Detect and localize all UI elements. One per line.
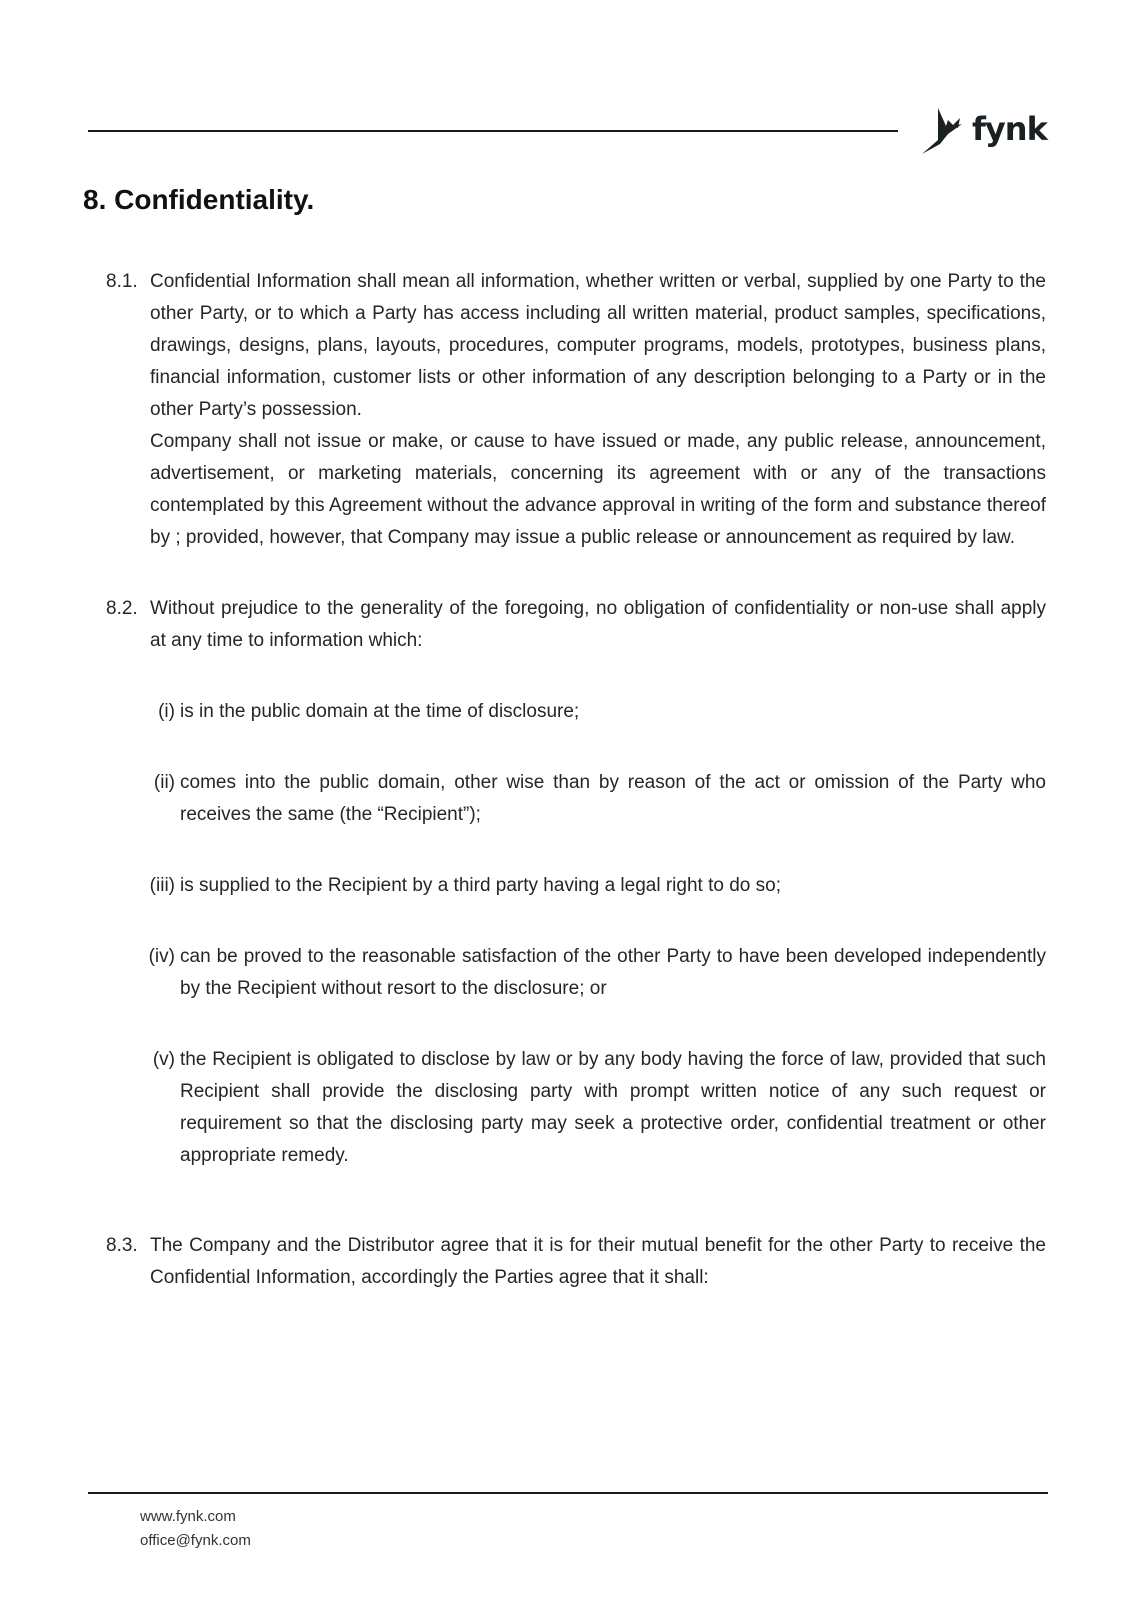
footer-divider xyxy=(88,1492,1048,1494)
list-item-text: can be proved to the reasonable satisfaction of the other Party to have been developed independently by the Recipient without resort to the disclosure; or xyxy=(180,946,1046,999)
footer-website: www.fynk.com xyxy=(140,1508,236,1525)
clause-8-1 xyxy=(106,266,1046,554)
clause-paragraph: Without prejudice to the generality of the foregoing, no obligation of confidentiality or non-use shall apply at any time to information which: xyxy=(150,598,1046,651)
list-item-text: the Recipient is obligated to disclose by law or by any body having the force of law, provided that such Recipient shall provide the disclosing party with prompt written notice of any such request or requirement so that the disclosing party may seek a protective order, confidential treatment or other appropriate remedy. xyxy=(180,1049,1046,1166)
section-title: 8. Confidentiality. xyxy=(83,184,315,215)
document-body xyxy=(0,266,1131,1294)
list-item-number: (iv) xyxy=(148,946,175,967)
footer xyxy=(140,1505,251,1553)
list-item-number: (v) xyxy=(152,1049,175,1070)
fynk-logo xyxy=(918,104,1048,160)
list-item-text: is in the public domain at the time of disclosure; xyxy=(180,701,580,722)
list-item-number: (iii) xyxy=(149,875,175,896)
list-item xyxy=(158,696,1046,728)
header-divider xyxy=(88,130,898,132)
list-item xyxy=(152,1044,1046,1172)
clause-number: 8.3. xyxy=(106,1235,138,1256)
list-item-text: comes into the public domain, other wise than by reason of the act or omission of the Party who receives the same (the “Recipient”); xyxy=(180,772,1046,825)
clause-number: 8.2. xyxy=(106,598,138,619)
clause-number: 8.1. xyxy=(106,271,138,292)
clause-paragraph: The Company and the Distributor agree that it is for their mutual benefit for the other Party to receive the Confidential Information, accordingly the Parties agree that it shall: xyxy=(150,1235,1046,1288)
list-item xyxy=(148,941,1046,1005)
clause-paragraph: Company shall not issue or make, or cause to have issued or made, any public release, announcement, advertisement, or marketing materials, concerning its agreement with or any of the transactions contemplated by this Agreement without the advance approval in writing of the form and substance thereof by ; provided, however, that Company may issue a public release or announcement as required by law. xyxy=(150,431,1046,548)
list-item-number: (ii) xyxy=(153,772,175,793)
clause-8-3 xyxy=(106,1230,1046,1294)
list-item-number: (i) xyxy=(158,701,175,722)
list-item-text: is supplied to the Recipient by a third party having a legal right to do so; xyxy=(180,875,781,896)
bird-icon xyxy=(918,104,968,160)
list-item xyxy=(153,767,1046,831)
list-item xyxy=(149,870,1046,902)
logo-text: fynk xyxy=(972,110,1047,148)
clause-8-2 xyxy=(106,593,1046,657)
clause-paragraph: Confidential Information shall mean all information, whether written or verbal, supplied by one Party to the other Party, or to which a Party has access including all written material, product samples, specifications, drawings, designs, plans, layouts, procedures, computer programs, models, prototypes, business plans, financial information, customer lists or other information of any description belonging to a Party or in the other Party’s possession. xyxy=(150,271,1046,420)
footer-email: office@fynk.com xyxy=(140,1532,251,1549)
